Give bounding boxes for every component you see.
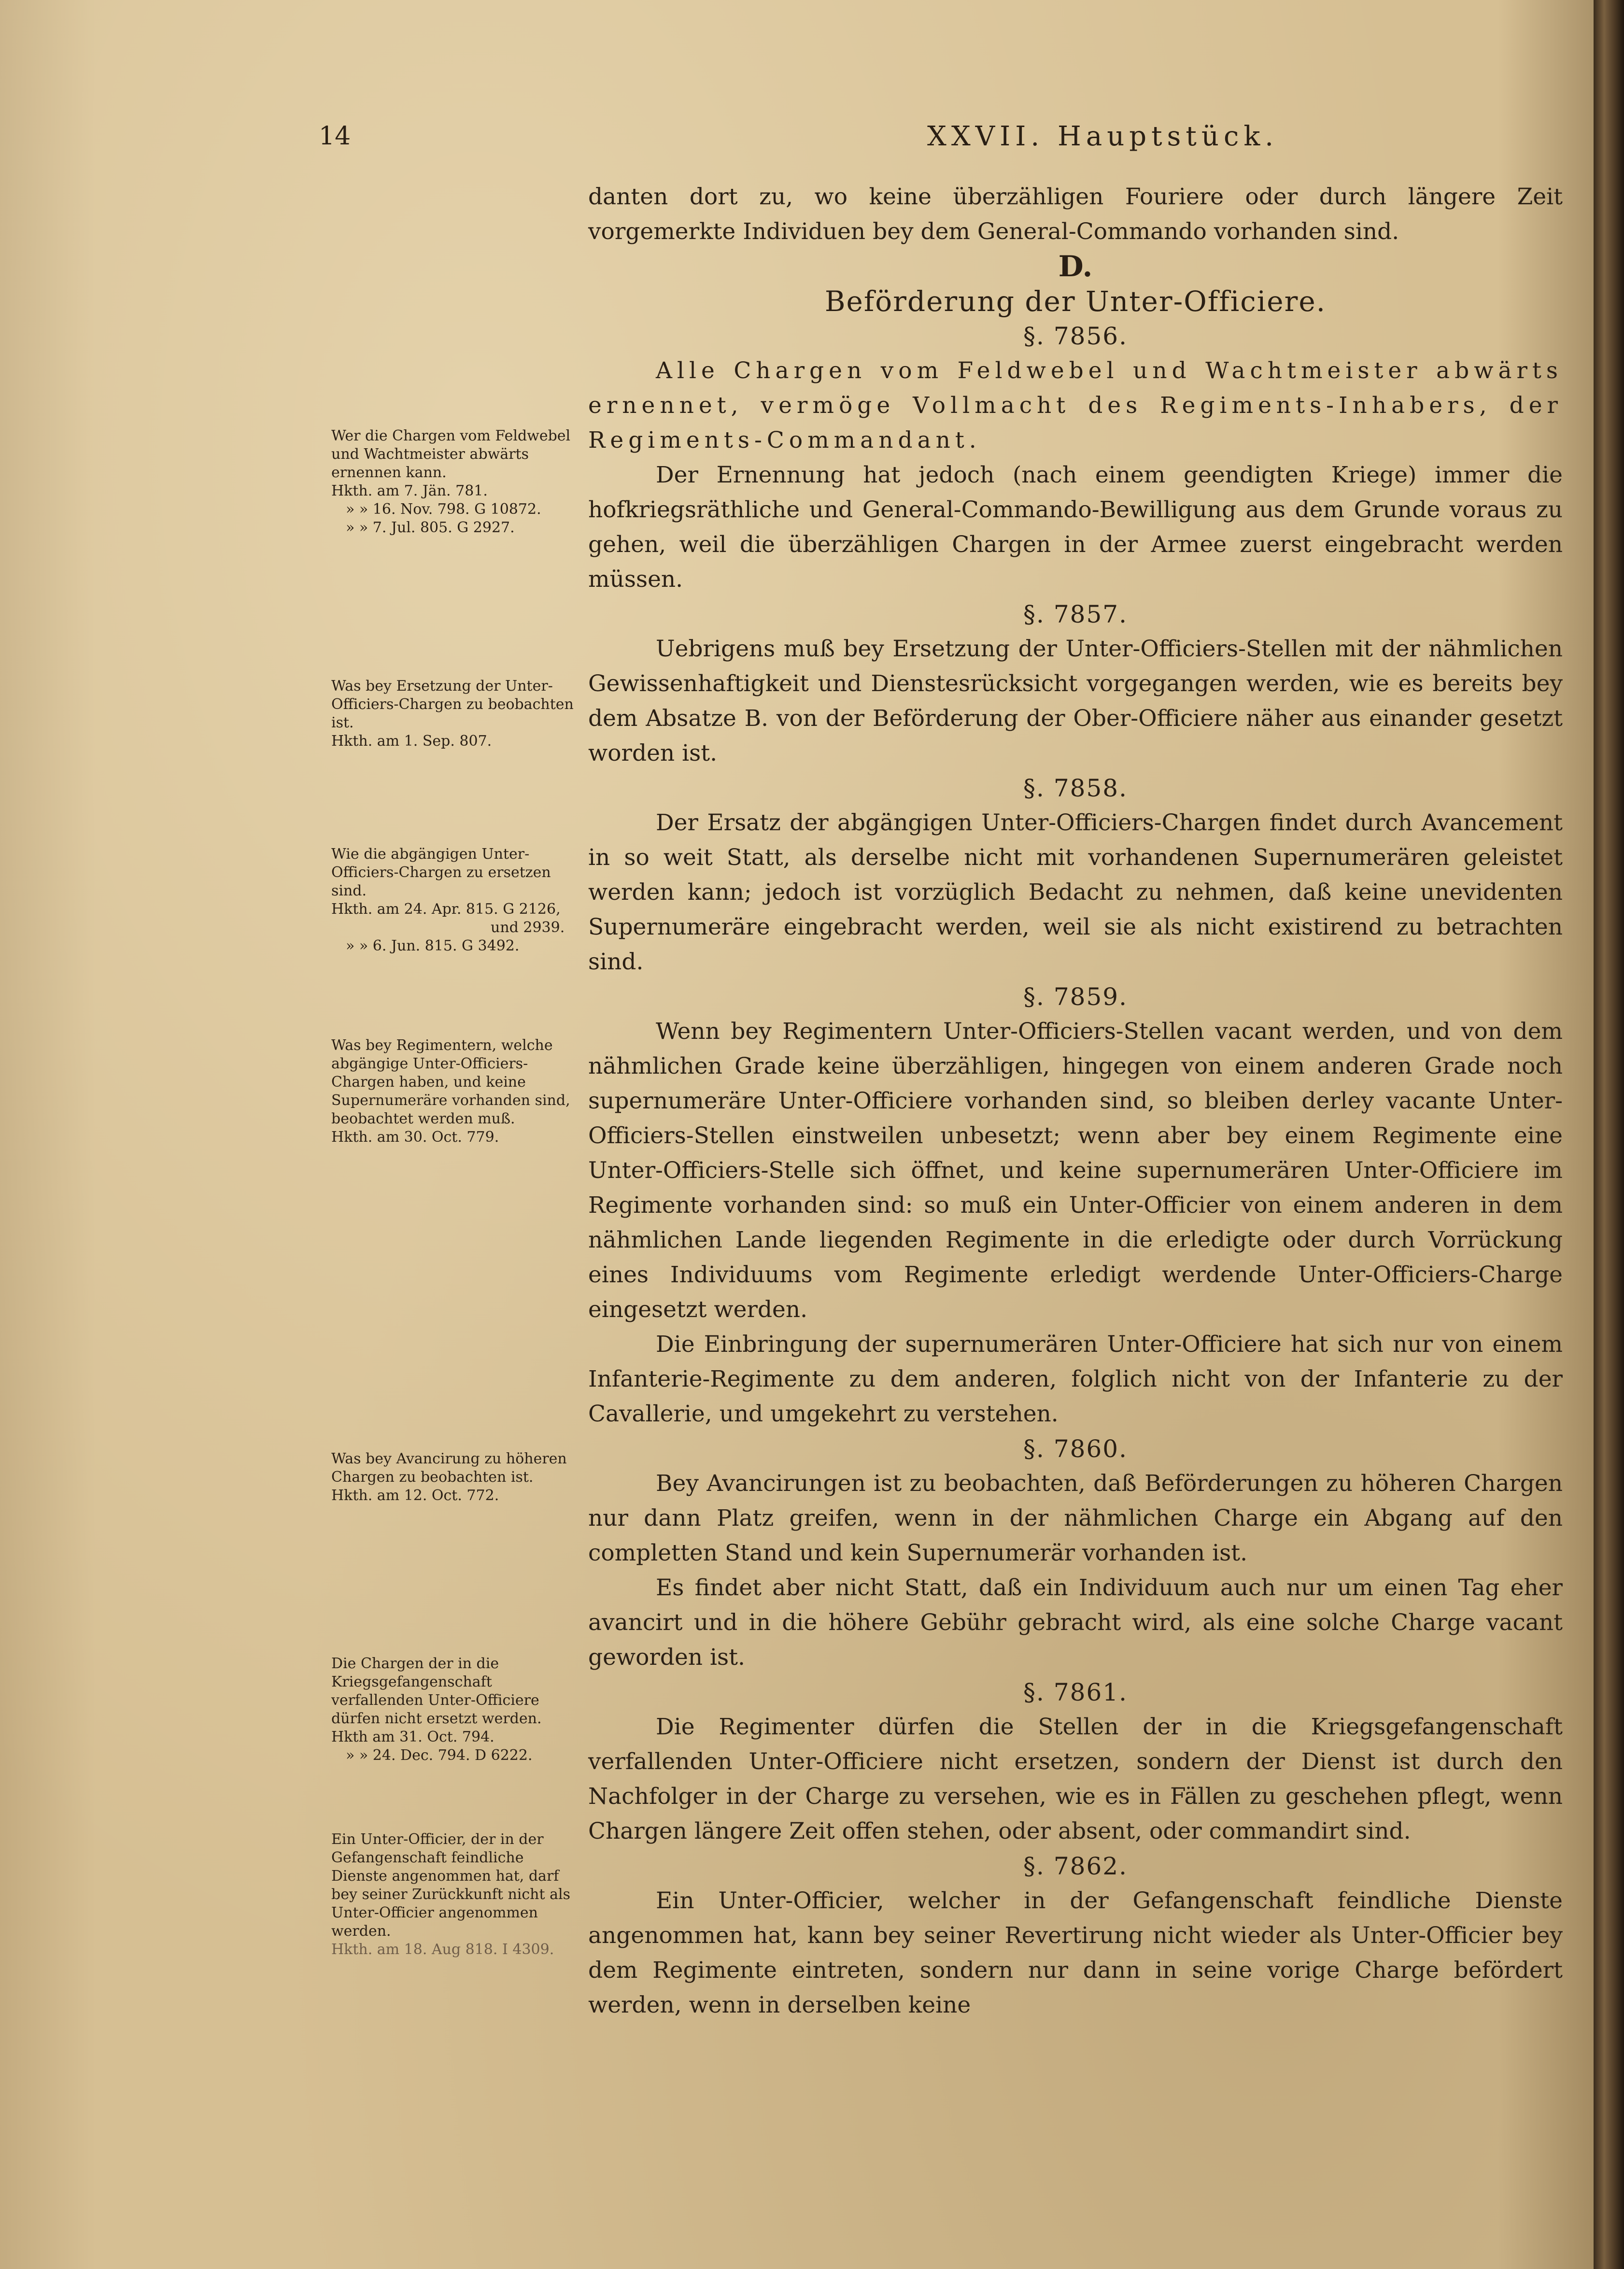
margin-note-7860 (331, 1450, 579, 1505)
book-spine-edge (1594, 0, 1624, 2269)
margin-note-7856 (331, 427, 579, 537)
page-number: 14 (319, 122, 351, 151)
margin-note-reference: Hkth. am 12. Oct. 772. (331, 1487, 499, 1504)
section-title: Beförderung der Unter-Officiere. (824, 285, 1327, 318)
margin-note-reference: Hkth. am 18. Aug 818. I 4309. (331, 1941, 554, 1958)
margin-note-reference: » » 24. Dec. 794. D 6222. (346, 1747, 533, 1764)
margin-note-text: Wie die abgängigen Unter-Officiers-Chargen zu ersetzen sind. (331, 846, 551, 899)
paragraph-number-7858: §. 7858. (1023, 774, 1128, 802)
margin-note-reference: Hkth. am 1. Sep. 807. (331, 733, 492, 750)
margin-note-reference: Hkth. am 30. Oct. 779. (331, 1129, 499, 1146)
paragraph-7860-b: Es findet aber nicht Statt, daß ein Individuum auch nur um einen Tag eher avancirt und in die höhere Gebühr gebracht wird, als eine solche Charge vacant geworden ist. (588, 1574, 1563, 1671)
paragraph-7856-b: Der Ernennung hat jedoch (nach einem geendigten Kriege) immer die hofkriegsräthliche und General-Commando-Bewilligung aus dem Grunde voraus zu gehen, weil die überzähligen Chargen in der Armee zuerst eingebracht werden müssen. (588, 462, 1563, 593)
paragraph-7859-a: Wenn bey Regimentern Unter-Officiers-Stellen vacant werden, und von dem nähmlichen Grade keine überzähligen, hingegen von einem anderen Grade noch supernumeräre Unter-Officiere vorhanden sind, so bleiben derley vacante Unter-Officiers-Stellen einstweilen unbesetzt; wenn aber bey einem Regimente eine Unter-Officiers-Stelle sich öffnet, und keine supernumerären Unter-Officiere im Regimente vorhanden sind: so muß ein Unter-Officier von einem anderen in dem nähmlichen Lande liegenden Regimente in die erledigte oder durch Vorrückung eines Individuums vom Regimente erledigt werdende Unter-Officiers-Charge eingesetzt werden. (588, 1018, 1563, 1323)
margin-note-text: Was bey Regimentern, welche abgängige Unter-Officiers-Chargen haben, und keine Supernumeräre vorhanden sind, beobachtet werden muß. (331, 1037, 570, 1127)
margin-note-7859 (331, 1036, 579, 1147)
paragraph-number-7860: §. 7860. (1023, 1435, 1128, 1463)
paragraph-number-7859: §. 7859. (1023, 983, 1128, 1011)
margin-note-text: Ein Unter-Officier, der in der Gefangenschaft feindliche Dienste angenommen hat, darf bey seiner Zurückkunft nicht als Unter-Officier angenommen werden. (331, 1831, 570, 1940)
margin-note-text: Die Chargen der in die Kriegsgefangenschaft verfallenden Unter-Officiere dürfen nicht ersetzt werden. (331, 1655, 542, 1727)
paragraph-number-7861: §. 7861. (1023, 1678, 1128, 1706)
margin-note-reference: » » 7. Jul. 805. G 2927. (346, 519, 515, 536)
margin-note-text: Was bey Ersetzung der Unter-Officiers-Chargen zu beobachten ist. (331, 678, 574, 731)
margin-note-reference: Hkth. am 7. Jän. 781. (331, 482, 488, 499)
paragraph-number-7857: §. 7857. (1023, 600, 1128, 628)
margin-note-7861 (331, 1655, 579, 1765)
paragraph-7861-a: Die Regimenter dürfen die Stellen der in die Kriegsgefangenschaft verfallenden Unter-Officiere nicht ersetzen, sondern der Dienst ist durch den Nachfolger in der Charge zu versehen, wie es in Fällen zu geschehen pflegt, wenn Chargen längere Zeit offen stehen, oder absent, oder commandirt sind. (588, 1714, 1563, 1844)
running-head: XXVII. Hauptstück. (927, 121, 1279, 152)
paragraph-7857-a: Uebrigens muß bey Ersetzung der Unter-Officiers-Stellen mit der nähmlichen Gewissenhaftigkeit und Dienstesrücksicht vorgegangen werden, wie es bereits bey dem Absatze B. von der Beförderung der Ober-Officiere näher aus einander gesetzt worden ist. (588, 636, 1563, 766)
margin-note-text: Was bey Avancirung zu höheren Chargen zu beobachten ist. (331, 1450, 567, 1486)
intro-paragraph: danten dort zu, wo keine überzähligen Fouriere oder durch längere Zeit vorgemerkte Individuen bey dem General-Commando vorhanden sind. (588, 184, 1563, 245)
margin-note-text: Wer die Chargen vom Feldwebel und Wachtmeister abwärts ernennen kann. (331, 427, 571, 481)
paragraph-7860-a: Bey Avancirungen ist zu beobachten, daß Beförderungen zu höheren Chargen nur dann Platz greifen, wenn in der nähmlichen Charge ein Abgang auf den completten Stand und kein Supernumerär vorhanden ist. (588, 1470, 1563, 1566)
margin-note-reference: Hkth. am 24. Apr. 815. G 2126, (331, 901, 561, 918)
margin-note-reference: und 2939. (491, 919, 565, 936)
margin-note-reference: Hkth am 31. Oct. 794. (331, 1729, 494, 1745)
paragraph-7856-a: Alle Chargen vom Feldwebel und Wachtmeister abwärts ernennet, vermöge Vollmacht des Regiments-Inhabers, der Regiments-Commandant. (588, 357, 1563, 454)
margin-note-7858 (331, 845, 579, 955)
paragraph-7858-a: Der Ersatz der abgängigen Unter-Officiers-Chargen findet durch Avancement in so weit Statt, als derselbe nicht mit vorhandenen Supernumerären geleistet werden kann; jedoch ist vorzüglich Bedacht zu nehmen, daß keine unevidenten Supernumeräre eingebracht werden, weil sie als nicht existirend zu betrachten sind. (588, 809, 1563, 975)
margin-note-reference: » » 6. Jun. 815. G 3492. (346, 937, 520, 954)
paragraph-number-7856: §. 7856. (1023, 322, 1128, 350)
paragraph-number-7862: §. 7862. (1023, 1852, 1128, 1880)
margin-note-7857 (331, 677, 579, 751)
section-letter: D. (1058, 250, 1093, 284)
margin-note-7862 (331, 1830, 579, 1959)
main-text (588, 180, 1563, 2023)
paragraph-7859-b: Die Einbringung der supernumerären Unter-Officiere hat sich nur von einem Infanterie-Regimente zu dem anderen, folglich nicht von der Infanterie zu der Cavallerie, und umgekehrt zu verstehen. (588, 1331, 1563, 1427)
paragraph-7862-a: Ein Unter-Officier, welcher in der Gefangenschaft feindliche Dienste angenommen hat, kann bey seiner Revertirung nicht wieder als Unter-Officier bey dem Regimente eintreten, sondern nur dann in seine vorige Charge befördert werden, wenn in derselben keine (588, 1887, 1563, 2018)
margin-note-reference: » » 16. Nov. 798. G 10872. (346, 501, 541, 518)
